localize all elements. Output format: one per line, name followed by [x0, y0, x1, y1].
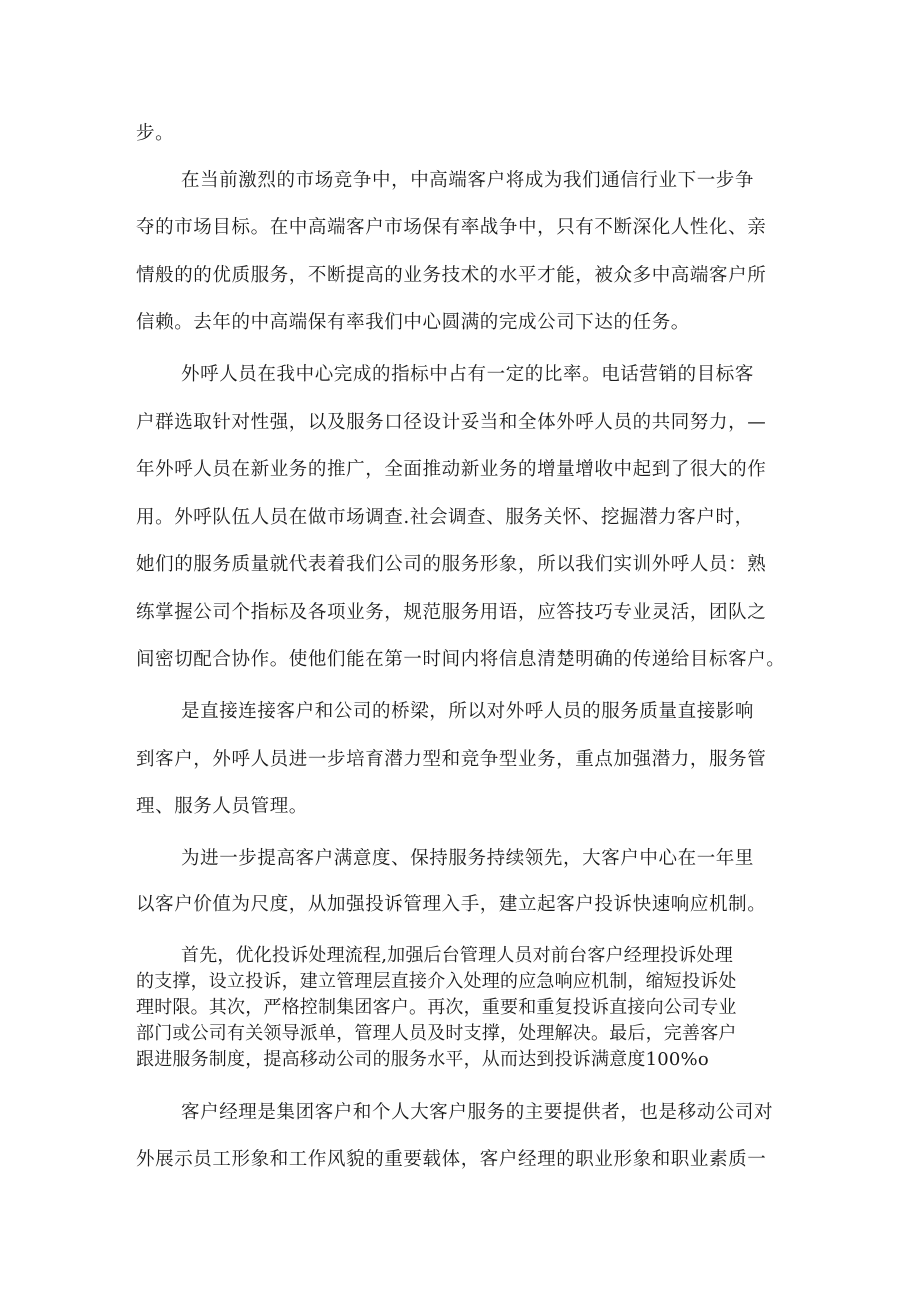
text-line: 跟进服务制度，提高移动公司的服务水平，从而达到投诉满意度100%o: [136, 1049, 709, 1070]
text-line: 她们的服务质量就代表着我们公司的服务形象，所以我们实训外呼人员：熟: [136, 554, 767, 575]
text-line: 外呼人员在我中心完成的指标中占有一定的比率。电话营销的目标客: [181, 364, 755, 385]
text-line: 客户经理是集团客户和个人大客户服务的主要提供者，也是移动公司对: [181, 1102, 774, 1123]
text-line: 理时限。其次，严格控制集团客户。再次，重要和重复投诉直接向公司专业: [136, 997, 737, 1018]
text-line: 理、服务人员管理。: [136, 796, 308, 817]
text-line: 用。外呼队伍人员在做市场调查.社会调查、服务关怀、挖掘潜力客户时，: [136, 507, 754, 528]
text-line: 在当前激烈的市场竞争中，中高端客户将成为我们通信行业下一步争: [181, 170, 755, 191]
text-line: 是直接连接客户和公司的桥梁，所以对外呼人员的服务质量直接影响: [181, 701, 755, 722]
text-line: 的支撑，设立投诉，建立管理层直接介入处理的应急响应机制，缩短投诉处: [136, 971, 737, 992]
text-line: 情般的的优质服务，不断提高的业务技术的水平才能，被众多中高端客户所: [136, 265, 767, 286]
text-line: 以客户价值为尺度，从加强投诉管理入手，建立起客户投诉快速响应机制。: [136, 894, 767, 915]
text-line: 间密切配合协作。使他们能在第一时间内将信息清楚明确的传递给目标客户。: [136, 649, 786, 670]
text-line: 到客户，外呼人员进一步培育潜力型和竞争型业务，重点加强潜力，服务管: [136, 749, 767, 770]
text-line: 年外呼人员在新业务的推广，全面推动新业务的增量增收中起到了很大的作: [136, 459, 767, 480]
text-line: 户群选取针对性强，以及服务口径设计妥当和全体外呼人员的共同努力，—: [136, 412, 767, 433]
text-line: 首先，优化投诉处理流程,加强后台管理人员对前台客户经理投诉处理: [181, 945, 733, 966]
text-line: 夺的市场目标。在中高端客户市场保有率战争中，只有不断深化人性化、亲: [136, 217, 767, 238]
text-line: 为进一步提高客户满意度、保持服务持续领先，大客户中心在一年里: [181, 848, 755, 869]
text-line: 部门或公司有关领导派单，管理人员及时支撑，处理解决。最后，完善客户: [136, 1023, 737, 1044]
text-line: 信赖。去年的中高端保有率我们中心圆满的完成公司下达的任务。: [136, 312, 690, 333]
text-line: 练掌握公司个指标及各项业务，规范服务用语，应答技巧专业灵活，团队之: [136, 602, 767, 623]
text-line: 步。: [136, 123, 175, 144]
text-line: 外展示员工形象和工作风貌的重要载体，客户经理的职业形象和职业素质一: [136, 1149, 767, 1170]
